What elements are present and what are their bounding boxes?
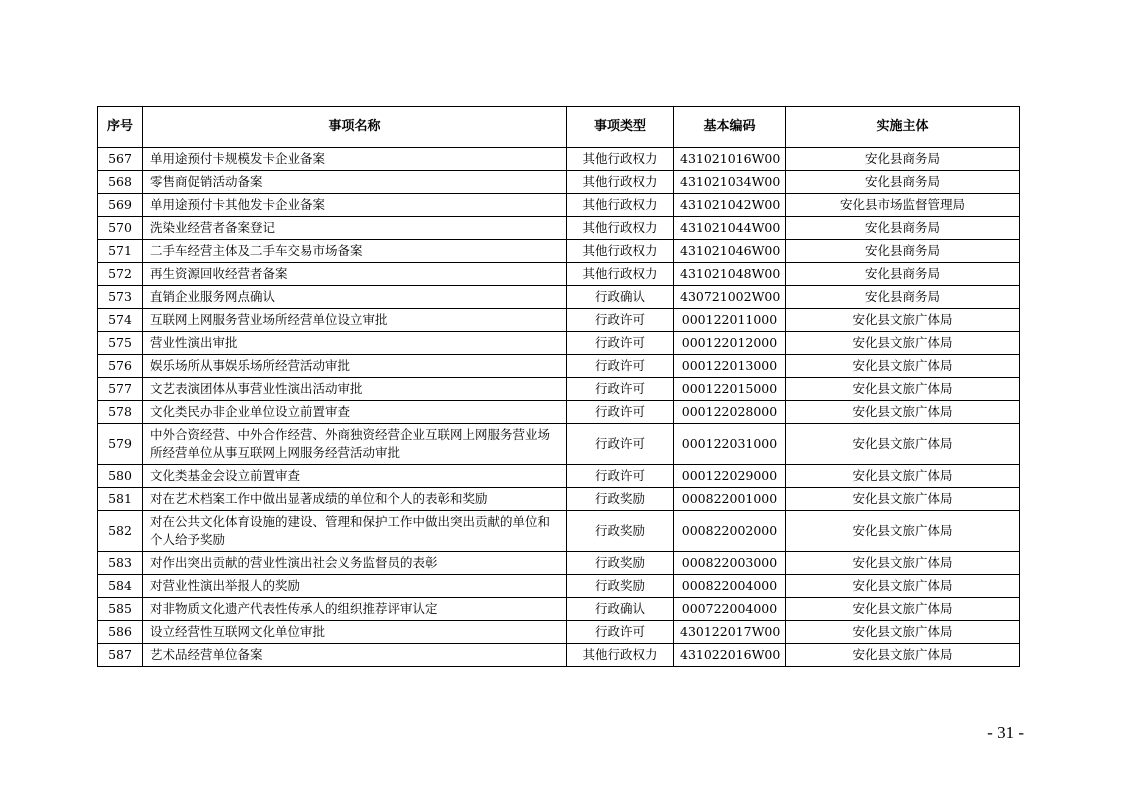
cell-implementing-body: 安化县文旅广体局 [786, 598, 1020, 621]
cell-item-name: 对作出突出贡献的营业性演出社会义务监督员的表彰 [143, 552, 567, 575]
table-row [98, 621, 1020, 644]
cell-serial: 584 [98, 575, 143, 598]
page-number: - 31 - [987, 723, 1024, 742]
cell-basic-code: 431021044W00 [674, 217, 786, 240]
cell-basic-code: 000122031000 [674, 424, 786, 465]
header-implementing-body: 实施主体 [786, 107, 1020, 148]
cell-implementing-body: 安化县文旅广体局 [786, 355, 1020, 378]
cell-serial: 575 [98, 332, 143, 355]
cell-serial: 571 [98, 240, 143, 263]
table-row [98, 332, 1020, 355]
cell-basic-code: 000122029000 [674, 465, 786, 488]
cell-serial: 577 [98, 378, 143, 401]
table-row [98, 424, 1020, 465]
cell-basic-code: 000122011000 [674, 309, 786, 332]
table-row [98, 644, 1020, 667]
table-row [98, 401, 1020, 424]
cell-implementing-body: 安化县市场监督管理局 [786, 194, 1020, 217]
cell-item-type: 其他行政权力 [567, 644, 674, 667]
cell-item-type: 行政许可 [567, 355, 674, 378]
cell-basic-code: 000822004000 [674, 575, 786, 598]
cell-basic-code: 000122013000 [674, 355, 786, 378]
cell-implementing-body: 安化县文旅广体局 [786, 401, 1020, 424]
cell-implementing-body: 安化县文旅广体局 [786, 378, 1020, 401]
cell-item-name: 文化类民办非企业单位设立前置审查 [143, 401, 567, 424]
cell-serial: 568 [98, 171, 143, 194]
cell-implementing-body: 安化县文旅广体局 [786, 644, 1020, 667]
cell-basic-code: 000822003000 [674, 552, 786, 575]
cell-serial: 572 [98, 263, 143, 286]
cell-item-type: 其他行政权力 [567, 148, 674, 171]
cell-item-name: 对非物质文化遗产代表性传承人的组织推荐评审认定 [143, 598, 567, 621]
cell-item-type: 行政确认 [567, 286, 674, 309]
table-row [98, 309, 1020, 332]
cell-basic-code: 000122028000 [674, 401, 786, 424]
cell-basic-code: 430122017W00 [674, 621, 786, 644]
cell-serial: 586 [98, 621, 143, 644]
cell-implementing-body: 安化县文旅广体局 [786, 511, 1020, 552]
cell-item-name: 营业性演出审批 [143, 332, 567, 355]
cell-serial: 580 [98, 465, 143, 488]
cell-implementing-body: 安化县商务局 [786, 148, 1020, 171]
cell-implementing-body: 安化县文旅广体局 [786, 621, 1020, 644]
cell-item-type: 行政许可 [567, 424, 674, 465]
cell-serial: 576 [98, 355, 143, 378]
cell-basic-code: 431021046W00 [674, 240, 786, 263]
cell-serial: 583 [98, 552, 143, 575]
cell-item-type: 其他行政权力 [567, 171, 674, 194]
table-body [98, 148, 1020, 667]
cell-item-type: 行政许可 [567, 401, 674, 424]
cell-serial: 569 [98, 194, 143, 217]
cell-serial: 585 [98, 598, 143, 621]
cell-implementing-body: 安化县文旅广体局 [786, 332, 1020, 355]
cell-basic-code: 000822001000 [674, 488, 786, 511]
table-row [98, 286, 1020, 309]
cell-implementing-body: 安化县商务局 [786, 286, 1020, 309]
cell-implementing-body: 安化县文旅广体局 [786, 309, 1020, 332]
cell-item-name: 洗染业经营者备案登记 [143, 217, 567, 240]
cell-item-type: 行政许可 [567, 621, 674, 644]
table-row [98, 171, 1020, 194]
cell-item-type: 其他行政权力 [567, 240, 674, 263]
table-row [98, 263, 1020, 286]
cell-item-name: 文化类基金会设立前置审查 [143, 465, 567, 488]
cell-basic-code: 431021048W00 [674, 263, 786, 286]
cell-item-name: 再生资源回收经营者备案 [143, 263, 567, 286]
cell-implementing-body: 安化县文旅广体局 [786, 552, 1020, 575]
cell-item-name: 艺术品经营单位备案 [143, 644, 567, 667]
header-item-name: 事项名称 [143, 107, 567, 148]
header-basic-code: 基本编码 [674, 107, 786, 148]
cell-item-name: 中外合资经营、中外合作经营、外商独资经营企业互联网上网服务营业场所经营单位从事互联网上网服务经营活动审批 [143, 424, 567, 465]
cell-item-name: 单用途预付卡规模发卡企业备案 [143, 148, 567, 171]
cell-item-type: 行政奖励 [567, 511, 674, 552]
cell-item-type: 其他行政权力 [567, 263, 674, 286]
header-serial: 序号 [98, 107, 143, 148]
cell-implementing-body: 安化县商务局 [786, 217, 1020, 240]
table-row [98, 240, 1020, 263]
cell-implementing-body: 安化县商务局 [786, 240, 1020, 263]
cell-item-name: 互联网上网服务营业场所经营单位设立审批 [143, 309, 567, 332]
cell-item-type: 行政确认 [567, 598, 674, 621]
cell-item-name: 单用途预付卡其他发卡企业备案 [143, 194, 567, 217]
cell-basic-code: 000722004000 [674, 598, 786, 621]
table-row [98, 598, 1020, 621]
cell-basic-code: 430721002W00 [674, 286, 786, 309]
cell-implementing-body: 安化县商务局 [786, 263, 1020, 286]
header-item-type: 事项类型 [567, 107, 674, 148]
cell-item-type: 其他行政权力 [567, 217, 674, 240]
item-table [97, 106, 1020, 667]
cell-item-name: 设立经营性互联网文化单位审批 [143, 621, 567, 644]
table-row [98, 217, 1020, 240]
cell-serial: 578 [98, 401, 143, 424]
cell-item-type: 行政许可 [567, 465, 674, 488]
cell-item-type: 行政许可 [567, 309, 674, 332]
cell-basic-code: 000122015000 [674, 378, 786, 401]
cell-serial: 582 [98, 511, 143, 552]
table-row [98, 148, 1020, 171]
cell-item-name: 零售商促销活动备案 [143, 171, 567, 194]
cell-item-type: 行政许可 [567, 332, 674, 355]
cell-basic-code: 431022016W00 [674, 644, 786, 667]
cell-implementing-body: 安化县文旅广体局 [786, 488, 1020, 511]
table-row [98, 488, 1020, 511]
table-row [98, 575, 1020, 598]
cell-item-name: 娱乐场所从事娱乐场所经营活动审批 [143, 355, 567, 378]
cell-implementing-body: 安化县文旅广体局 [786, 465, 1020, 488]
cell-serial: 570 [98, 217, 143, 240]
cell-item-name: 对营业性演出举报人的奖励 [143, 575, 567, 598]
cell-item-type: 行政奖励 [567, 575, 674, 598]
cell-item-type: 行政奖励 [567, 552, 674, 575]
cell-implementing-body: 安化县文旅广体局 [786, 424, 1020, 465]
cell-serial: 567 [98, 148, 143, 171]
cell-item-type: 行政许可 [567, 378, 674, 401]
cell-serial: 573 [98, 286, 143, 309]
cell-item-name: 二手车经营主体及二手车交易市场备案 [143, 240, 567, 263]
cell-item-name: 直销企业服务网点确认 [143, 286, 567, 309]
cell-implementing-body: 安化县文旅广体局 [786, 575, 1020, 598]
header-row [98, 107, 1020, 148]
cell-basic-code: 000122012000 [674, 332, 786, 355]
cell-item-type: 其他行政权力 [567, 194, 674, 217]
cell-basic-code: 000822002000 [674, 511, 786, 552]
cell-basic-code: 431021042W00 [674, 194, 786, 217]
table-row [98, 552, 1020, 575]
cell-item-name: 对在公共文化体育设施的建设、管理和保护工作中做出突出贡献的单位和个人给予奖励 [143, 511, 567, 552]
cell-implementing-body: 安化县商务局 [786, 171, 1020, 194]
table-row [98, 465, 1020, 488]
cell-item-type: 行政奖励 [567, 488, 674, 511]
cell-item-name: 文艺表演团体从事营业性演出活动审批 [143, 378, 567, 401]
table-row [98, 378, 1020, 401]
cell-serial: 587 [98, 644, 143, 667]
table-row [98, 511, 1020, 552]
table-row [98, 355, 1020, 378]
cell-serial: 574 [98, 309, 143, 332]
cell-basic-code: 431021016W00 [674, 148, 786, 171]
table-row [98, 194, 1020, 217]
cell-basic-code: 431021034W00 [674, 171, 786, 194]
cell-serial: 581 [98, 488, 143, 511]
cell-item-name: 对在艺术档案工作中做出显著成绩的单位和个人的表彰和奖励 [143, 488, 567, 511]
table-header [98, 107, 1020, 148]
cell-serial: 579 [98, 424, 143, 465]
